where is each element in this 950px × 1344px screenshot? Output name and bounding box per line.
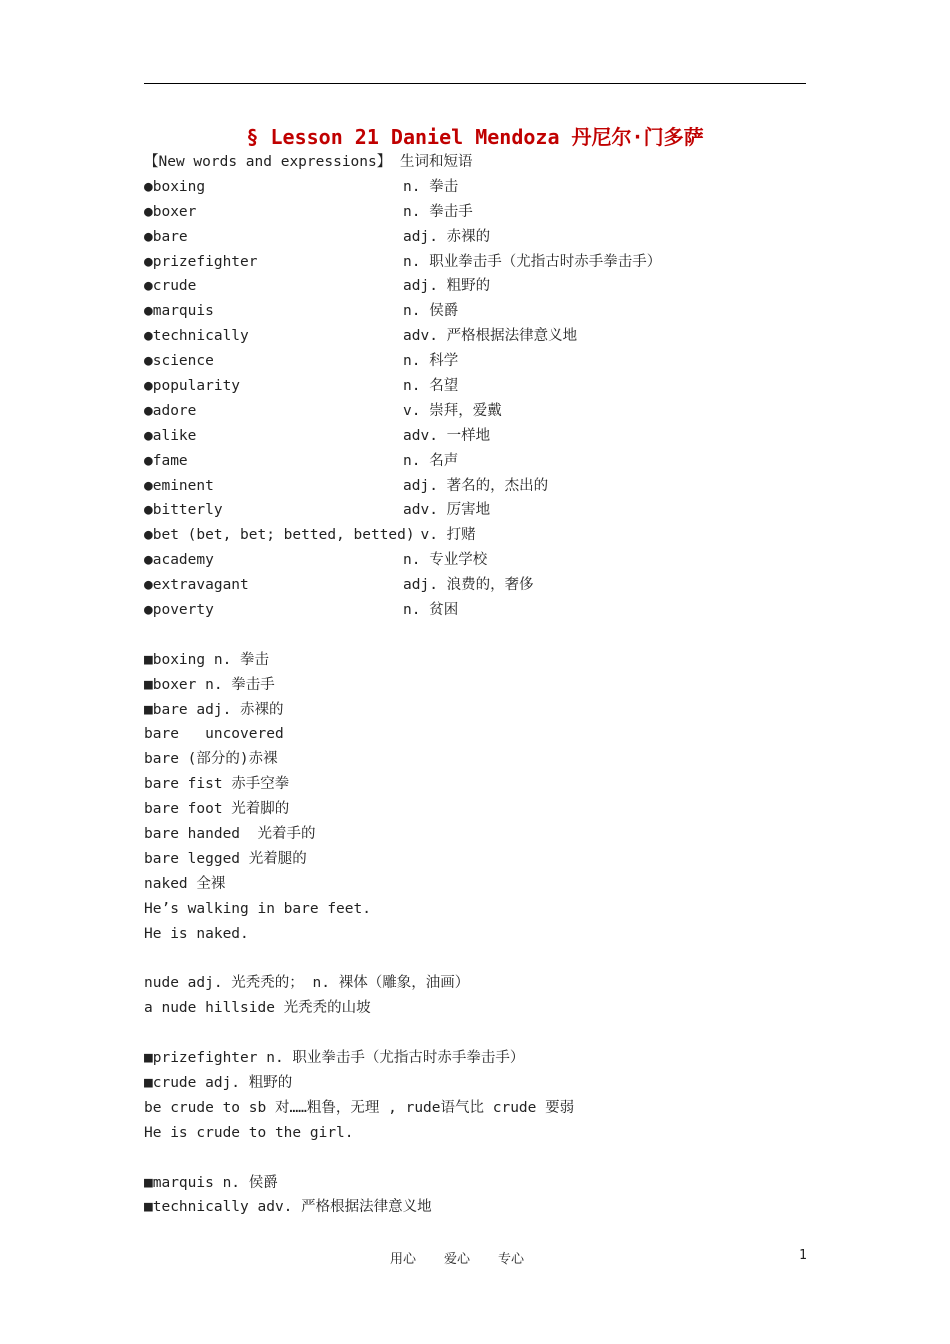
vocab-definition: adj. 赤裸的 [403, 228, 491, 245]
vocab-definition: n. 贫困 [403, 602, 459, 619]
note-line: He’s walking in bare feet. [144, 900, 371, 917]
note-line: bare legged 光着腿的 [144, 850, 307, 867]
vocab-definition: n. 科学 [403, 353, 459, 370]
vocab-word: ●extravagant [144, 577, 249, 594]
footer-right: 专心 [498, 1252, 525, 1267]
vocab-row [144, 324, 824, 349]
vocab-definition: v. 崇拜，爱戴 [403, 402, 502, 419]
note-line: bare foot 光着脚的 [144, 801, 290, 818]
vocab-definition: v. 打赌 [403, 527, 476, 544]
note-line: bare fist 赤手空拳 [144, 776, 290, 793]
vocab-row [144, 349, 824, 374]
lesson-title: § Lesson 21 Daniel Mendoza 丹尼尔·门多萨 [246, 125, 704, 149]
note-line: ■technically adv. 严格根据法律意义地 [144, 1199, 432, 1216]
note-line: bare (部分的)赤裸 [144, 751, 278, 768]
vocab-row [144, 274, 824, 299]
note-line: bare handed 光着手的 [144, 826, 316, 843]
header-rule [144, 83, 806, 84]
blank-line [144, 1146, 824, 1171]
note-line: He is crude to the girl. [144, 1124, 354, 1141]
vocab-definition: adj. 著名的，杰出的 [403, 477, 549, 494]
vocab-word: ●crude [144, 278, 197, 295]
note-line: He is naked. [144, 925, 249, 942]
vocab-definition: n. 名声 [403, 452, 459, 469]
note-line: ■boxer n. 拳击手 [144, 676, 275, 693]
vocab-row [144, 200, 824, 225]
note-line: ■bare adj. 赤裸的 [144, 701, 284, 718]
vocab-definition: n. 侯爵 [403, 303, 459, 320]
vocab-row [144, 523, 824, 548]
vocab-definition: adv. 严格根据法律意义地 [403, 328, 578, 345]
section-header: 【New words and expressions】 生词和短语 [144, 154, 473, 170]
vocab-row [144, 474, 824, 499]
page-number: 1 [799, 1248, 807, 1263]
vocab-definition: adv. 一样地 [403, 427, 491, 444]
note-line: a nude hillside 光秃秃的山坡 [144, 1000, 371, 1017]
note-line: ■boxing n. 拳击 [144, 651, 270, 668]
vocab-definition: n. 职业拳击手（尤指古时赤手拳击手） [403, 253, 662, 270]
vocab-list [144, 175, 824, 623]
vocab-definition: adv. 厉害地 [403, 502, 491, 519]
vocab-row [144, 573, 824, 598]
note-line: nude adj. 光秃秃的； n. 裸体（雕象，油画） [144, 975, 470, 992]
blank-line [144, 623, 824, 648]
vocab-word: ●poverty [144, 602, 214, 619]
vocab-word: ●bet (bet, bet; betted, betted) [144, 527, 415, 544]
vocab-word: ●boxing [144, 178, 206, 195]
vocab-word: ●science [144, 353, 214, 370]
vocab-definition: adj. 粗野的 [403, 278, 491, 295]
vocab-row [144, 399, 824, 424]
note-line: ■crude adj. 粗野的 [144, 1074, 293, 1091]
vocab-word: ●bitterly [144, 502, 223, 519]
vocab-word: ●adore [144, 402, 197, 419]
vocab-word: ●academy [144, 552, 214, 569]
note-line: be crude to sb 对……粗鲁，无理 , rude语气比 crude 要弱 [144, 1099, 575, 1116]
vocab-definition: adj. 浪费的，奢侈 [403, 577, 534, 594]
vocab-word: ●eminent [144, 477, 214, 494]
vocab-word: ●popularity [144, 378, 241, 395]
vocab-row [144, 250, 824, 275]
vocab-word: ●fame [144, 452, 188, 469]
vocab-definition: n. 拳击手 [403, 203, 473, 220]
vocab-word: ●bare [144, 228, 188, 245]
note-line: naked 全裸 [144, 875, 226, 892]
vocab-row [144, 598, 824, 623]
footer-motto [390, 1248, 552, 1267]
footer-mid: 爱心 [444, 1252, 471, 1267]
note-line: ■prizefighter n. 职业拳击手（尤指古时赤手拳击手） [144, 1050, 525, 1067]
vocab-row [144, 498, 824, 523]
blank-line [144, 1021, 824, 1046]
footer-left: 用心 [390, 1252, 417, 1267]
vocab-row [144, 225, 824, 250]
page-content [144, 150, 824, 1220]
notes-list [144, 623, 824, 1220]
blank-line [144, 947, 824, 972]
vocab-row [144, 374, 824, 399]
vocab-word: ●prizefighter [144, 253, 258, 270]
vocab-definition: n. 专业学校 [403, 552, 488, 569]
vocab-definition: n. 拳击 [403, 178, 459, 195]
vocab-word: ●alike [144, 427, 197, 444]
vocab-row [144, 175, 824, 200]
vocab-row [144, 548, 824, 573]
vocab-word: ●marquis [144, 303, 214, 320]
vocab-definition: n. 名望 [403, 378, 459, 395]
vocab-row [144, 449, 824, 474]
note-line: bare uncovered [144, 726, 284, 743]
vocab-word: ●technically [144, 328, 249, 345]
vocab-row [144, 299, 824, 324]
note-line: ■marquis n. 侯爵 [144, 1174, 278, 1191]
vocab-word: ●boxer [144, 203, 197, 220]
vocab-row [144, 424, 824, 449]
